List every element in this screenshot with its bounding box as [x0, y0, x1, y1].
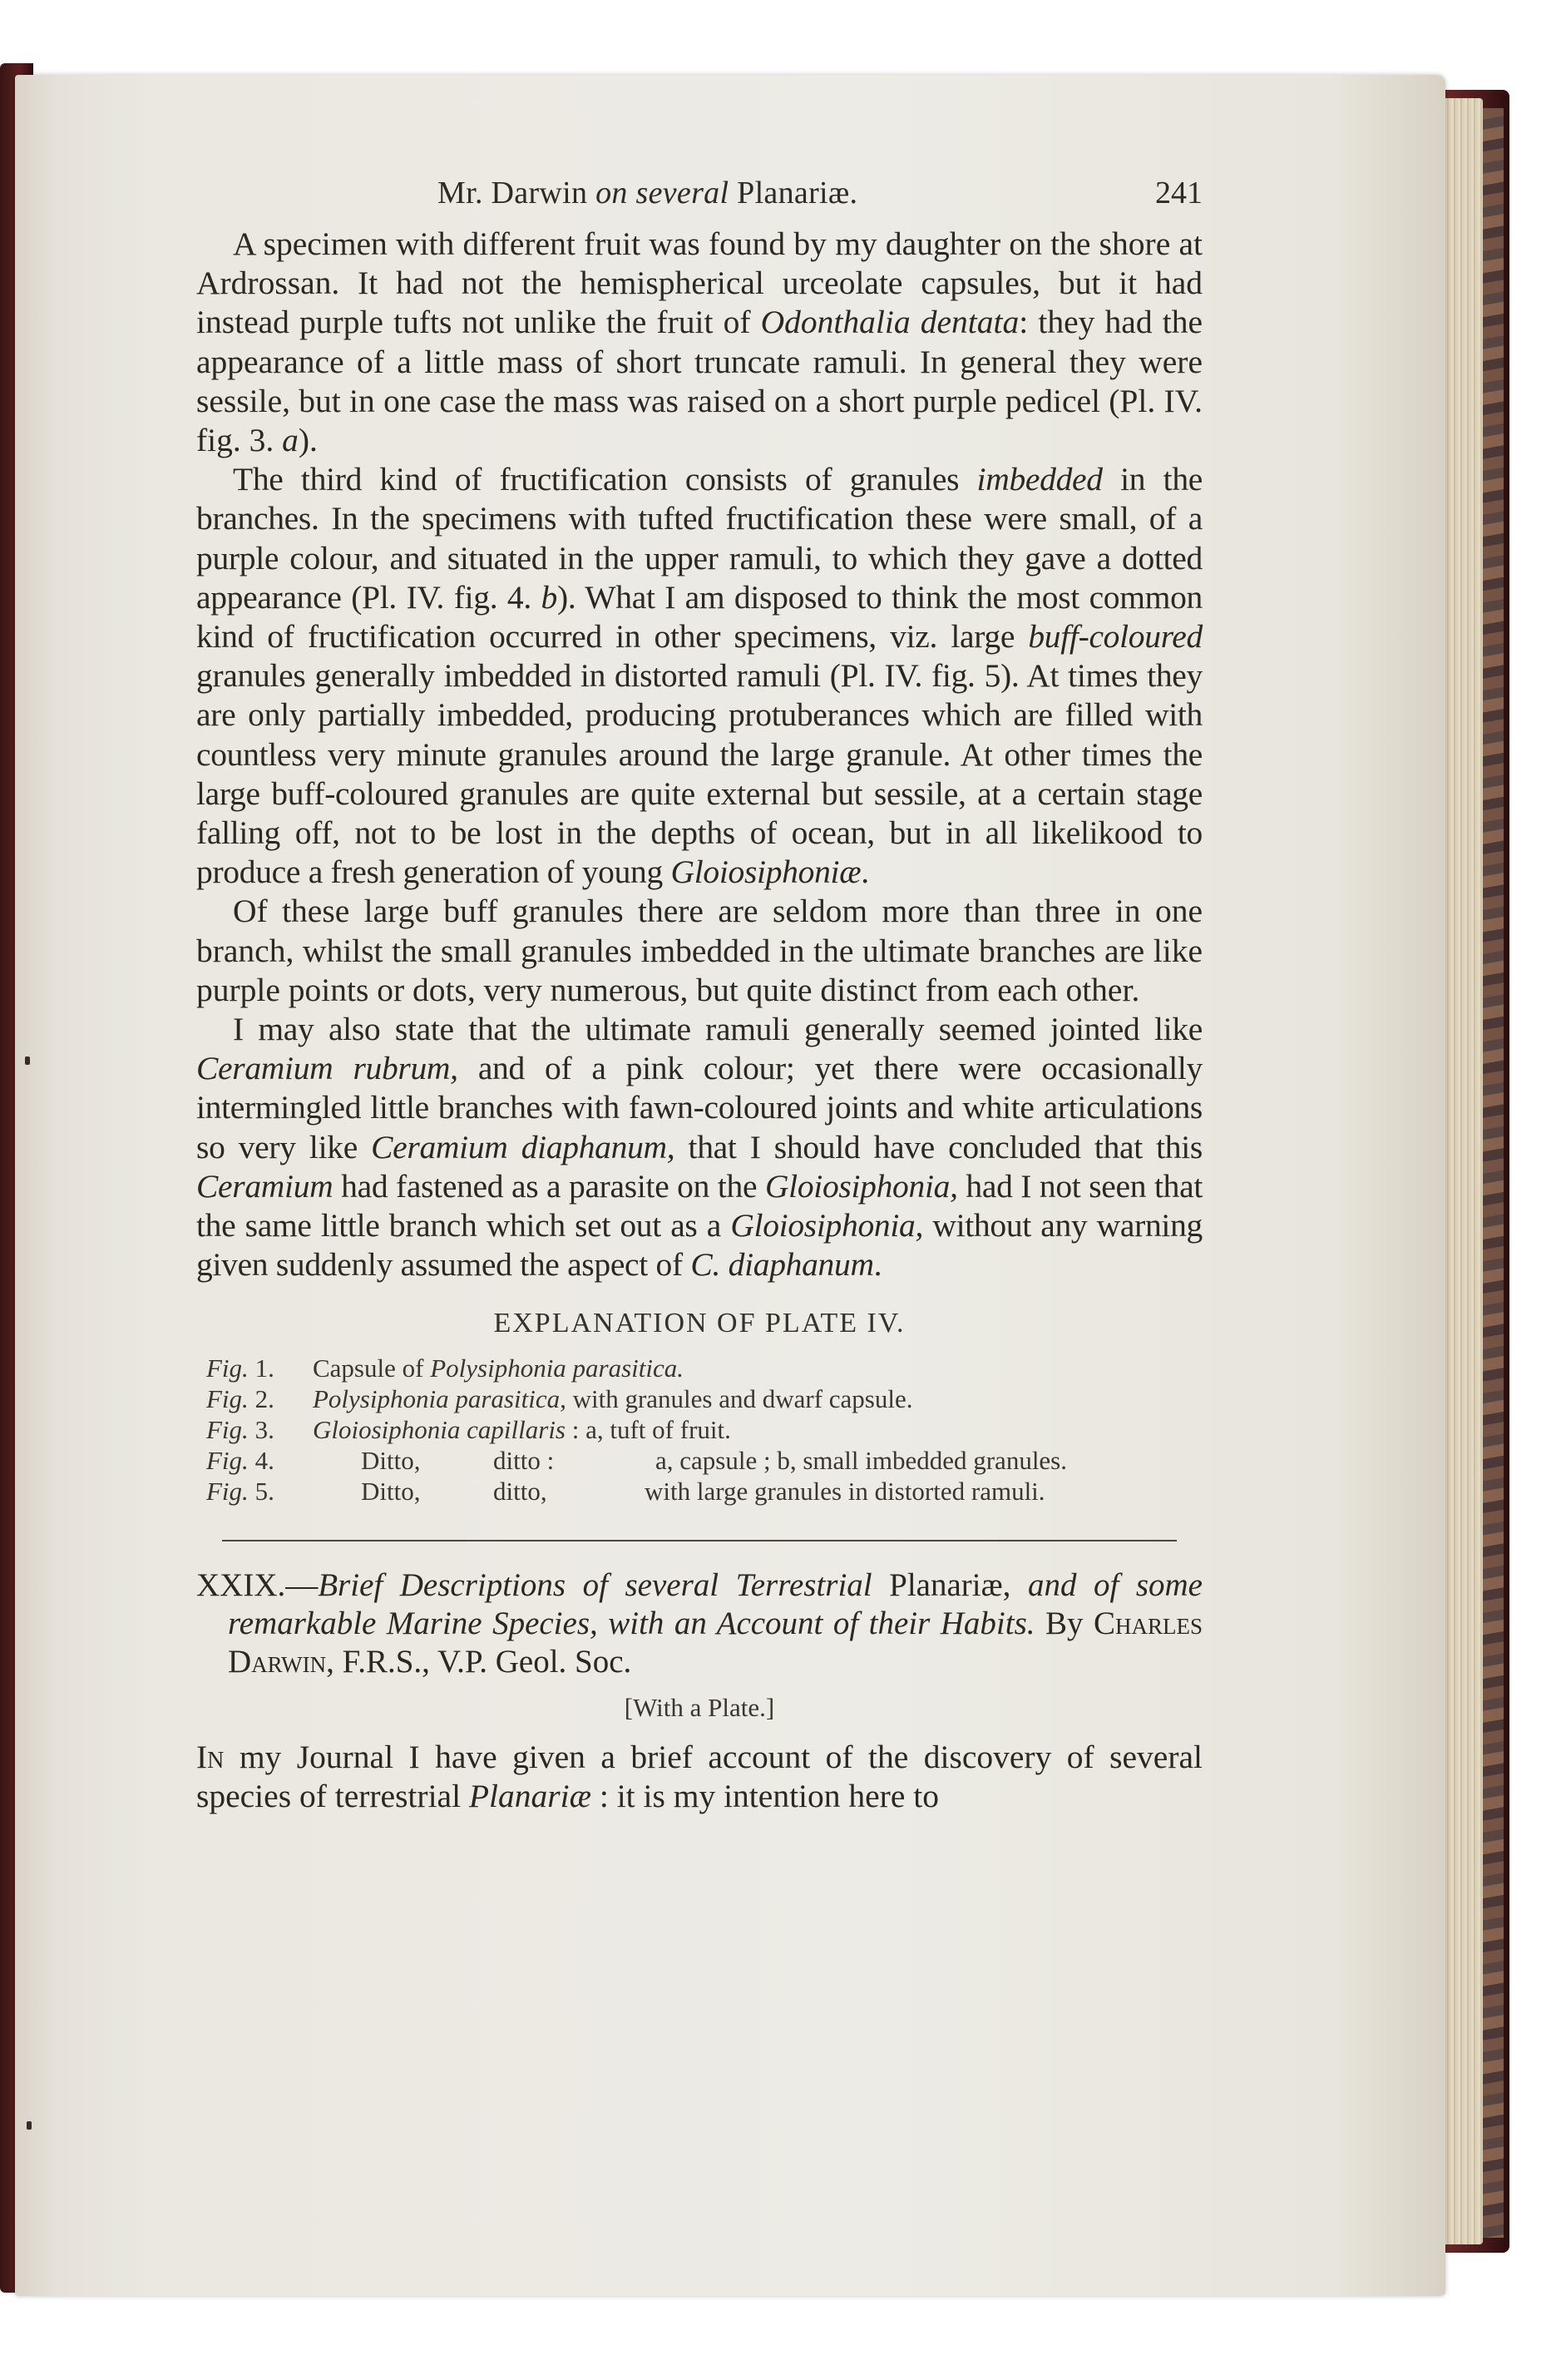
paragraph-1: A specimen with different fruit was found by my daughter on the shore at Ardrossan. It had not the hemispherical urceolate capsules, but it had instead purple tufts not unlike the fruit of Odonthalia dentata: they had the appearance of a little mass of short truncate ramuli. In general they were sessile, but in one case the mass was raised on a short purple pedicel (Pl. IV. fig. 3. a).: [196, 225, 1203, 459]
figure-caption-ditto: ditto,: [493, 1477, 547, 1507]
with-plate-note: [With a Plate.]: [624, 1693, 775, 1723]
figure-number: 5.: [254, 1477, 274, 1507]
opening-paragraph: In my Journal I have given a brief account of the discovery of several species of terrestrial Planariæ : it is my intention here to: [196, 1739, 1203, 1815]
figure-label: Fig.: [206, 1353, 249, 1383]
paragraph-3: Of these large buff granules there are seldom more than three in one branch, whilst the small granules imbedded in the ultimate branches are like purple points or dots, very numerous, but quite distinct from each other.: [196, 893, 1203, 1008]
figure-caption-ditto: ditto :: [493, 1446, 555, 1476]
figure-label: Fig.: [206, 1415, 249, 1445]
page-number: 241: [1155, 176, 1203, 210]
margin-mark: [25, 1056, 30, 1065]
page-text: [196, 175, 1203, 1816]
figure-caption: Capsule of Polysiphonia parasitica.: [313, 1353, 684, 1383]
figure-number: 3.: [254, 1415, 274, 1445]
figure-list: [206, 1353, 1203, 1507]
figure-caption: Gloiosiphonia capillaris : a, tuft of fruit.: [313, 1415, 731, 1445]
figure-entry: [206, 1476, 1203, 1507]
figure-entry: [206, 1445, 1203, 1476]
plate-explanation-heading: EXPLANATION OF PLATE IV.: [493, 1308, 906, 1339]
running-head-title: Mr. Darwin on several Planariæ.: [437, 176, 858, 210]
running-head: [196, 175, 1203, 225]
figure-caption: Ditto,: [361, 1477, 421, 1507]
figure-number: 1.: [254, 1353, 274, 1383]
figure-label: Fig.: [206, 1477, 249, 1507]
paragraph-4: I may also state that the ultimate ramuli generally seemed jointed like Ceramium rubrum, and of a pink colour; yet there were occasionally intermingled little branches with fawn-coloured joints and white articulations so very like Ceramium diaphanum, that I should have concluded that this Ceramium had fastened as a parasite on the Gloiosiphonia, had I not seen that the same little branch which set out as a Gloiosiphonia, without any warning given suddenly assumed the aspect of C. diaphanum.: [196, 1011, 1203, 1284]
figure-caption: Ditto,: [361, 1446, 421, 1476]
figure-entry: [206, 1414, 1203, 1445]
figure-caption-detail: a, capsule ; b, small imbedded granules.: [655, 1446, 1068, 1476]
figure-label: Fig.: [206, 1446, 249, 1476]
figure-number: 2.: [254, 1384, 274, 1414]
body-text: [196, 225, 1203, 1284]
article-title: XXIX.—Brief Descriptions of several Terrestrial Planariæ, and of some remarkable Marine Species, with an Account of their Habits. By Charles Darwin, F.R.S., V.P. Geol. Soc.: [196, 1567, 1203, 1680]
marbled-edge: [1480, 108, 1504, 2238]
figure-caption: Polysiphonia parasitica, with granules and dwarf capsule.: [313, 1384, 913, 1414]
author-name: Charles Darwin,: [228, 1606, 1203, 1680]
section-rule: [222, 1540, 1177, 1541]
article-opening: [196, 1738, 1203, 1816]
paragraph-2: The third kind of fructification consists of granules imbedded in the branches. In the specimens with tufted fructification these were small, of a purple colour, and situated in the upper ramuli, to which they gave a dotted appearance (Pl. IV. fig. 4. b). What I am disposed to think the most common kind of fructification occurred in other specimens, viz. large buff-coloured granules generally imbedded in distorted ramuli (Pl. IV. fig. 5). At times they are only partially imbedded, producing protuberances which are filled with countless very minute granules around the large granule. At other times the large buff-coloured granules are quite external but sessile, at a certain stage falling off, not to be lost in the depths of ocean, but in all likelikood to produce a fresh generation of young Gloiosiphoniæ.: [196, 461, 1203, 891]
figure-entry: [206, 1383, 1203, 1414]
margin-mark: [27, 2121, 32, 2130]
figure-caption-detail: with large granules in distorted ramuli.: [645, 1477, 1045, 1507]
figure-label: Fig.: [206, 1384, 249, 1414]
figure-entry: [206, 1353, 1203, 1383]
figure-number: 4.: [254, 1446, 274, 1476]
